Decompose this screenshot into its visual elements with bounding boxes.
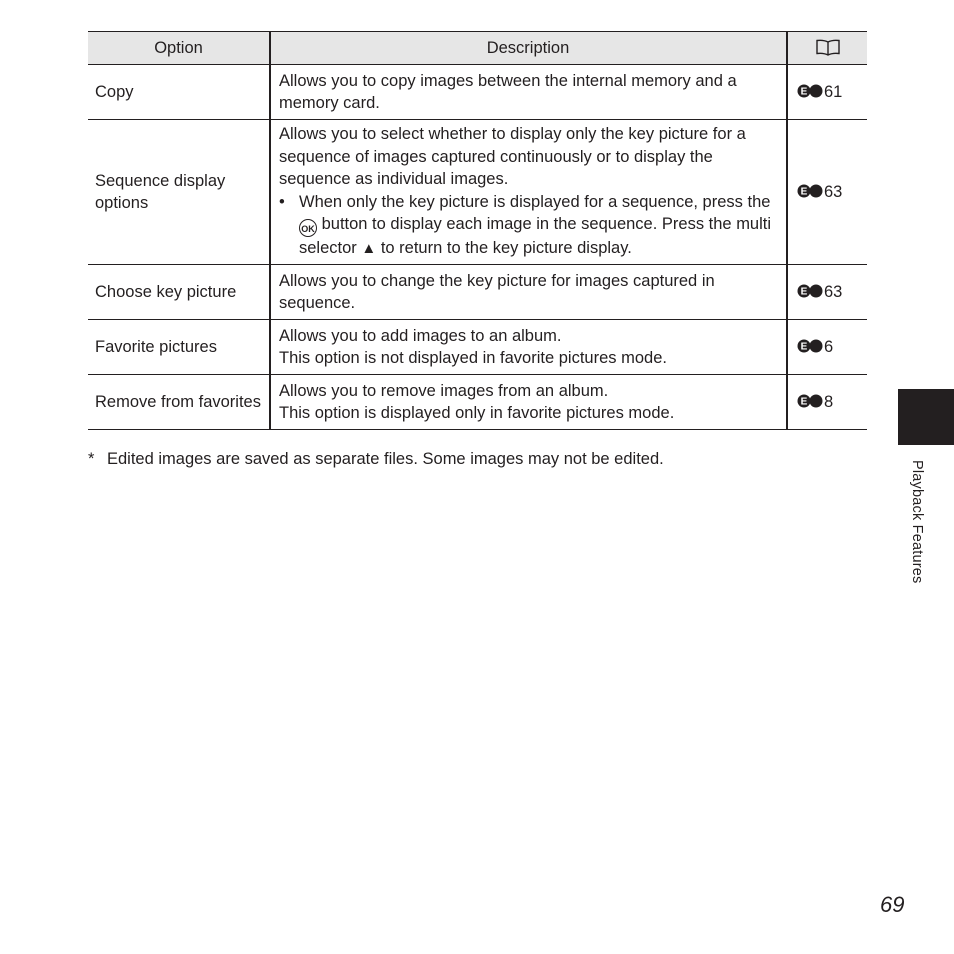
chapter-tab xyxy=(898,389,954,445)
description-copy: Allows you to copy images between the internal memory and a memory card. xyxy=(270,65,787,120)
reference-section-icon xyxy=(797,394,823,408)
reference-page: 63 xyxy=(824,182,843,201)
reference-section-icon xyxy=(797,84,823,98)
reference-remove-from-favorites xyxy=(787,375,867,430)
description-line: This option is displayed only in favorite pictures mode. xyxy=(279,404,675,422)
option-remove-from-favorites: Remove from favorites xyxy=(88,375,270,430)
up-arrow-icon: ▲ xyxy=(361,240,377,258)
description-line: Allows you to add images to an album. xyxy=(279,326,562,345)
header-option: Option xyxy=(88,32,270,65)
header-reference xyxy=(787,32,867,65)
table-row xyxy=(88,375,867,430)
bullet-note xyxy=(279,191,777,261)
description-favorite-pictures xyxy=(270,320,787,375)
footnote-marker: * xyxy=(88,450,95,468)
footnote-text: Edited images are saved as separate files. Some images may not be edited. xyxy=(107,450,664,468)
table-row xyxy=(88,120,867,265)
reference-page: 63 xyxy=(824,282,843,301)
option-copy: Copy xyxy=(88,65,270,120)
description-line: Allows you to remove images from an album. xyxy=(279,381,609,400)
bullet-text-start: When only the key picture is displayed for a sequence, press the xyxy=(299,192,771,211)
table-header-row xyxy=(88,32,867,65)
page-number: 69 xyxy=(880,892,905,917)
menu-options-table xyxy=(88,31,867,430)
reference-section-icon xyxy=(797,284,823,298)
table-row xyxy=(88,320,867,375)
book-icon xyxy=(815,38,841,56)
ok-button-icon: OK xyxy=(299,219,317,237)
description-sequence-display xyxy=(270,120,787,265)
reference-section-icon xyxy=(797,339,823,353)
reference-choose-key-picture xyxy=(787,265,867,320)
option-choose-key-picture: Choose key picture xyxy=(88,265,270,320)
reference-page: 6 xyxy=(824,337,834,356)
reference-section-icon xyxy=(797,184,823,198)
option-sequence-display: Sequence display options xyxy=(88,120,270,265)
description-text: Allows you to select whether to display only the key picture for a sequence of images captured continuously or to display the sequence as individual images. xyxy=(279,125,746,189)
reference-favorite-pictures xyxy=(787,320,867,375)
description-remove-from-favorites xyxy=(270,375,787,430)
reference-page: 61 xyxy=(824,82,843,101)
bullet-icon: • xyxy=(279,192,285,211)
reference-copy xyxy=(787,65,867,120)
reference-sequence-display xyxy=(787,120,867,265)
description-choose-key-picture: Allows you to change the key picture for images captured in sequence. xyxy=(270,265,787,320)
reference-page: 8 xyxy=(824,392,834,411)
footnote xyxy=(88,449,664,469)
table-row xyxy=(88,265,867,320)
table-row xyxy=(88,65,867,120)
chapter-label: Playback Features xyxy=(909,460,925,584)
option-favorite-pictures: Favorite pictures xyxy=(88,320,270,375)
bullet-text xyxy=(299,191,777,261)
bullet-text-end: to return to the key picture display. xyxy=(380,239,632,258)
description-line: This option is not displayed in favorite pictures mode. xyxy=(279,349,667,367)
header-description: Description xyxy=(270,32,787,65)
bullet-text-middle: button to display each image in the sequence. Press the multi selector xyxy=(299,215,772,258)
